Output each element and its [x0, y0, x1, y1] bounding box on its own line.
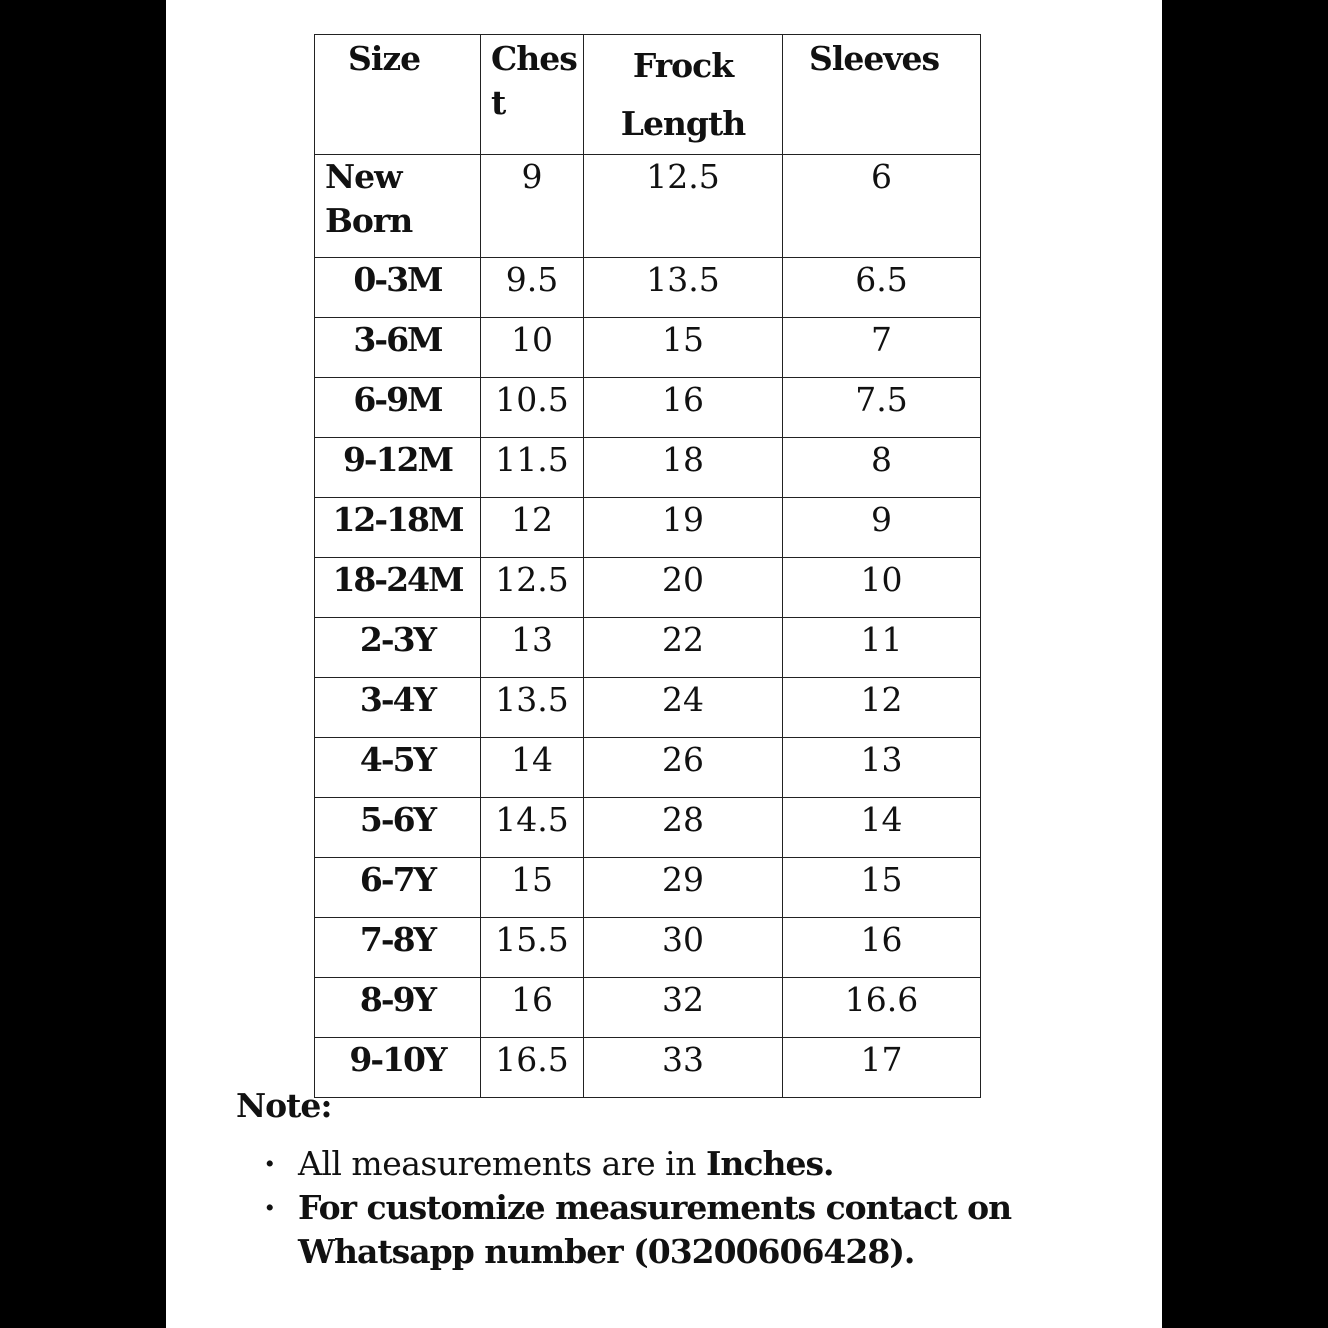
cell-sleeves: 6	[783, 155, 981, 258]
cell-chest: 14.5	[481, 798, 584, 858]
table-row	[315, 1038, 981, 1098]
cell-chest: 16.5	[481, 1038, 584, 1098]
header-chest: Chest	[481, 35, 584, 155]
table-row	[315, 558, 981, 618]
cell-frock-length: 32	[584, 978, 783, 1038]
notes-list	[262, 1142, 1022, 1274]
cell-frock-length: 19	[584, 498, 783, 558]
note-units-text: All measurements are in	[298, 1144, 706, 1183]
cell-chest: 9	[481, 155, 584, 258]
cell-size: 8-9Y	[315, 978, 481, 1038]
cell-chest: 10	[481, 318, 584, 378]
cell-sleeves: 12	[783, 678, 981, 738]
cell-sleeves: 8	[783, 438, 981, 498]
cell-size: 9-12M	[315, 438, 481, 498]
cell-sleeves: 17	[783, 1038, 981, 1098]
cell-size: 9-10Y	[315, 1038, 481, 1098]
cell-size: 4-5Y	[315, 738, 481, 798]
table-row	[315, 798, 981, 858]
cell-sleeves: 11	[783, 618, 981, 678]
cell-chest: 14	[481, 738, 584, 798]
cell-sleeves: 14	[783, 798, 981, 858]
cell-frock-length: 12.5	[584, 155, 783, 258]
cell-chest: 10.5	[481, 378, 584, 438]
table-row	[315, 155, 981, 258]
table-row	[315, 378, 981, 438]
cell-sleeves: 7	[783, 318, 981, 378]
table-body	[315, 155, 981, 1098]
size-chart-table	[314, 34, 981, 1098]
cell-frock-length: 22	[584, 618, 783, 678]
cell-size: 0-3M	[315, 258, 481, 318]
cell-sleeves: 9	[783, 498, 981, 558]
document-page	[166, 0, 1162, 1328]
cell-size: 6-7Y	[315, 858, 481, 918]
table-row	[315, 618, 981, 678]
cell-frock-length: 28	[584, 798, 783, 858]
note-title: Note:	[236, 1086, 332, 1125]
cell-size: 6-9M	[315, 378, 481, 438]
table-row	[315, 858, 981, 918]
cell-frock-length: 33	[584, 1038, 783, 1098]
cell-sleeves: 15	[783, 858, 981, 918]
cell-sleeves: 16.6	[783, 978, 981, 1038]
table-row	[315, 498, 981, 558]
note-units-bold: Inches.	[705, 1144, 834, 1183]
cell-sleeves: 16	[783, 918, 981, 978]
cell-chest: 15	[481, 858, 584, 918]
header-size: Size	[315, 35, 481, 155]
note-item-contact	[262, 1186, 1022, 1274]
cell-sleeves: 10	[783, 558, 981, 618]
cell-frock-length: 20	[584, 558, 783, 618]
table-row	[315, 258, 981, 318]
cell-frock-length: 18	[584, 438, 783, 498]
note-item-units	[262, 1142, 1022, 1186]
table-row	[315, 438, 981, 498]
cell-chest: 13	[481, 618, 584, 678]
cell-frock-length: 15	[584, 318, 783, 378]
cell-size: 5-6Y	[315, 798, 481, 858]
cell-chest: 16	[481, 978, 584, 1038]
cell-size: 3-4Y	[315, 678, 481, 738]
cell-sleeves: 13	[783, 738, 981, 798]
cell-size: 12-18M	[315, 498, 481, 558]
cell-size: 18-24M	[315, 558, 481, 618]
cell-sleeves: 6.5	[783, 258, 981, 318]
table-row	[315, 738, 981, 798]
header-sleeves: Sleeves	[783, 35, 981, 155]
cell-chest: 12	[481, 498, 584, 558]
cell-chest: 13.5	[481, 678, 584, 738]
cell-size: 3-6M	[315, 318, 481, 378]
cell-chest: 9.5	[481, 258, 584, 318]
cell-chest: 12.5	[481, 558, 584, 618]
cell-size: 7-8Y	[315, 918, 481, 978]
cell-frock-length: 29	[584, 858, 783, 918]
cell-frock-length: 13.5	[584, 258, 783, 318]
bullet-dot-icon: ·	[264, 1144, 275, 1183]
table-header-row	[315, 35, 981, 155]
table-row	[315, 678, 981, 738]
cell-frock-length: 24	[584, 678, 783, 738]
cell-size: New Born	[315, 155, 481, 258]
header-frock-length: Frock Length	[584, 35, 783, 155]
cell-size: 2-3Y	[315, 618, 481, 678]
cell-sleeves: 7.5	[783, 378, 981, 438]
cell-frock-length: 26	[584, 738, 783, 798]
cell-chest: 15.5	[481, 918, 584, 978]
cell-frock-length: 30	[584, 918, 783, 978]
cell-chest: 11.5	[481, 438, 584, 498]
bullet-dot-icon: ·	[264, 1188, 275, 1227]
cell-frock-length: 16	[584, 378, 783, 438]
table-row	[315, 978, 981, 1038]
table-row	[315, 918, 981, 978]
table-row	[315, 318, 981, 378]
note-contact-text: For customize measurements contact on Whatsapp number (03200606428).	[298, 1188, 1012, 1271]
